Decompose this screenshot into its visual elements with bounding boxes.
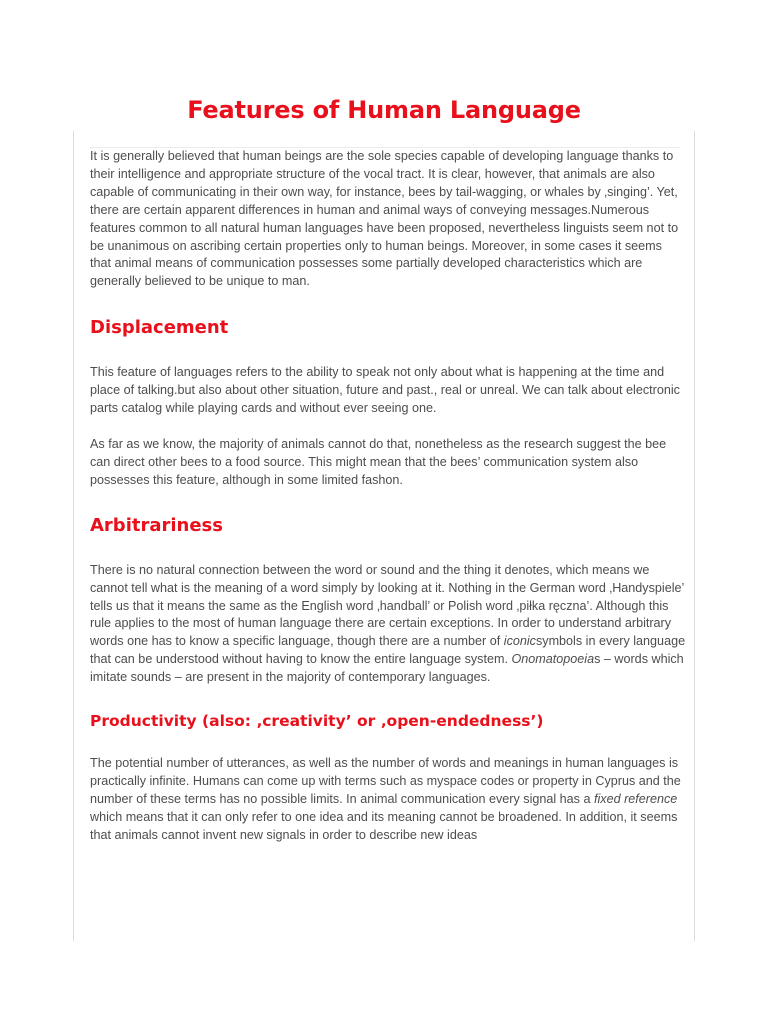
heading-productivity: Productivity (also: ‚creativity’ or ‚open-endedness’) bbox=[90, 712, 544, 731]
arbitrariness-text-3: s – words which imitate sounds – are present in the majority of contemporary languages. bbox=[90, 652, 684, 685]
arbitrariness-paragraph bbox=[90, 562, 686, 687]
intro-paragraph: It is generally believed that human beings are the sole species capable of developing language thanks to their intelligence and appropriate structure of the vocal tract. It is clear, however, that animals are also capable of communicating in their own way, for instance, bees by tail-wagging, or whales by ‚singing’. Yet, there are certain apparent differences in human and animal ways of conveying messages.Numerous features common to all natural human languages have been proposed, nevertheless linguists seem not to be unanimous on ascribing certain properties only to human beings. Moreover, in some cases it seems that animal means of communication possesses some partially developed characteristics which are generally believed to be unique to man. bbox=[90, 149, 679, 289]
arbitrariness-text-1: There is no natural connection between the word or sound and the thing it denotes, which means we cannot tell what is the meaning of a word simply by looking at it. Nothing in the German word ‚Handyspiele’ tells us that it means the same as the English word ‚handball’ or Polish word ‚piłka ręczna’. Although this rule applies to the most of human language there are certain exceptions. In order to understand arbitrary words one has to know a specific language, though there are a number of bbox=[90, 562, 684, 649]
arbitrariness-term-iconic: iconic bbox=[503, 634, 536, 649]
left-border-line bbox=[73, 131, 74, 941]
displacement-paragraph-1: This feature of languages refers to the ability to speak not only about what is happening at the time and place of talking.but also about other situation, future and past., real or unreal. We can talk about electronic parts catalog while playing cards and without ever seeing one. bbox=[90, 365, 680, 416]
article-body bbox=[90, 148, 686, 845]
productivity-text-2: which means that it can only refer to one idea and its meaning cannot be broadened. In addition, it seems that animals cannot invent new signals in order to describe new ideas bbox=[90, 809, 678, 842]
productivity-term-fixed-reference: fixed reference bbox=[593, 791, 678, 806]
heading-arbitrariness: Arbitrariness bbox=[90, 514, 223, 536]
productivity-paragraph bbox=[90, 755, 686, 845]
productivity-text-1: The potential number of utterances, as well as the number of words and meanings in human languages is practically infinite. Humans can come up with terms such as myspace codes or property in Cyprus and the number of these terms has no possible limits. In animal communication every signal has a bbox=[90, 756, 681, 806]
heading-displacement: Displacement bbox=[90, 317, 229, 339]
displacement-paragraph-2: As far as we know, the majority of animals cannot do that, nonetheless as the research suggest the bee can direct other bees to a food source. This might mean that the bees’ communication system also possesses this feature, although in some limited fashon. bbox=[90, 436, 667, 487]
arbitrariness-term-onomatopoeia: Onomatopoeia bbox=[511, 652, 595, 667]
arbitrariness-text-2: symbols in every language that can be understood without having to know the entire language system. bbox=[90, 634, 686, 667]
right-border-line bbox=[694, 131, 695, 941]
page-title: Features of Human Language bbox=[187, 96, 581, 124]
